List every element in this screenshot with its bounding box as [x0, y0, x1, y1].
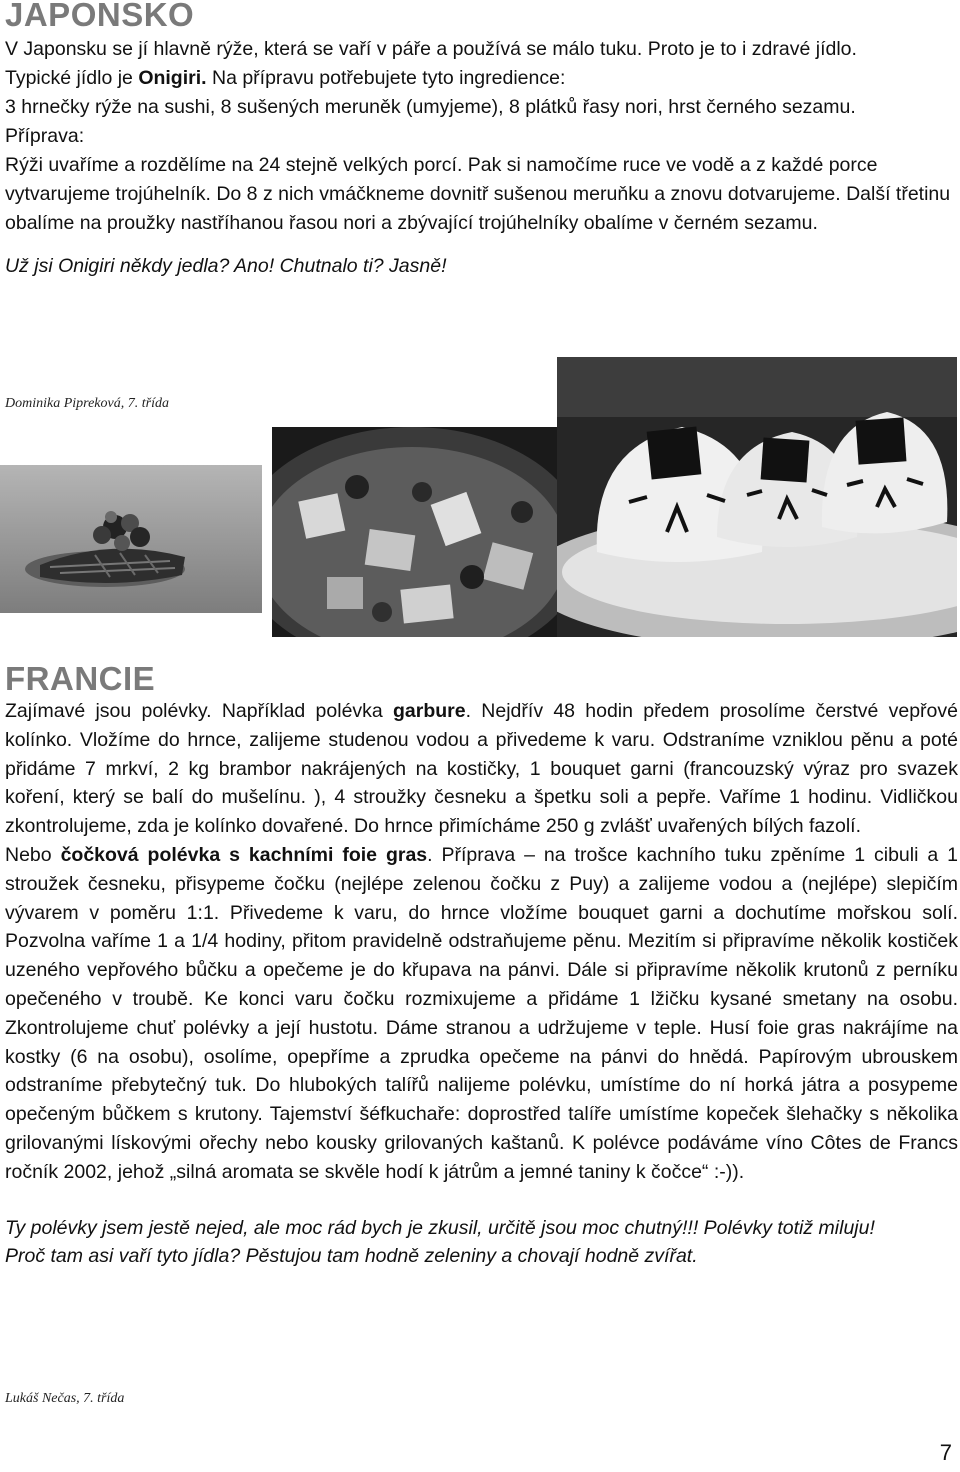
paragraph-ingredients: 3 hrnečky rýže na sushi, 8 sušených meruněk (umyjeme), 8 plátků řasy nori, hrst černého sezamu.	[5, 96, 856, 118]
text-span: . Příprava – na trošce kachního tuku zpěníme 1 cibuli a 1 stroužek česneku, přisypeme čočku (nejlépe zelenou čočku z Puy) a zalijeme vodou a (nejlépe) slepičím vývarem v poměru 1:1. Přivedeme k varu, do hrnce vložíme bouquet garni a dochutíme mořskou solí. Pozvolna vaříme 1 a 1/4 hodiny, přitom pravidelně odstraňujeme pěnu. Mezitím si připravíme několik kostiček uzeného vepřového bůčku a opečeme je do křupava na pánvi. Dále si připravíme několik krutonů z perníku opečeného v troubě. Ke konci varu čočku rozmixujeme a přidáme 1 lžičku kysané smetany na osobu. Zkontrolujeme chuť polévky a její hustotu. Dáme stranou a udržujeme v teple. Husí foie gras nakrájíme na kostky (6 na osobu), osolíme, opepříme a zprudka opečeme na pánvi do hnědá. Papírovým ubrouskem odstraníme přebytečný tuk. Do hlubokých talířů nalijeme polévku, umístíme do ní horká játra a posypeme opečeným bůčkem s krutony. Tajemství šéfkuchaře: doprostřed talíře umístíme kopeček šlehačky s několika grilovanými lískovými ořechy nebo kousky grilovaných kaštanů. K polévce podáváme víno Côtes de Francs ročník 2002, jehož „silná aromata se skvěle hodí k játrům a jemné taniny k čočce“ :-)).	[5, 843, 958, 1183]
paragraph-lentil-soup	[5, 841, 958, 1187]
paragraph-typical	[5, 64, 955, 93]
section-heading-francie: FRANCIE	[5, 660, 156, 697]
photo-onigiri	[557, 357, 957, 637]
section-heading-japonsko: JAPONSKO	[5, 0, 195, 33]
text-span: . Nejdřív 48 hodin předem prosolíme čerstvé vepřové kolínko. Vložíme do hrnce, zalijeme studenou vodou a přivedeme k varu. Odstraníme vzniklou pěnu a poté přidáme 7 mrkví, 2 kg brambor nakrájených na kostičky, 1 bouquet garni (francouzský výraz pro svazek koření, který se balí do mušelínu. ), 4 stroužky česneku a špetku soli a pepře. Vaříme 1 hodinu. Vidličkou zkontrolujeme, zda je kolínko dovařené. Do hrnce přimícháme 250 g zvlášť uvařených bílých fazolí.	[5, 700, 958, 838]
bold-dish-name: garbure	[393, 700, 466, 722]
question-line: Už jsi Onigiri někdy jedla? Ano! Chutnalo ti? Jasně!	[5, 255, 447, 277]
comment-line-2: Proč tam asi vaří tyto jídla? Pěstujou tam hodně zeleniny a chovají hodně zvířat.	[5, 1245, 698, 1268]
text-span: Nebo	[5, 843, 61, 866]
photo-fish-dish	[0, 465, 262, 613]
author-signature: Lukáš Nečas, 7. třída	[5, 1391, 125, 1406]
bold-dish-name: čočková polévka s kachními foie gras	[60, 843, 428, 866]
prep-label: Příprava:	[5, 125, 85, 147]
page-number: 7	[939, 1440, 952, 1465]
comment-line-1: Ty polévky jsem jestě nejed, ale moc rád bych je zkusil, určitě jsou moc chutný!!! Polévky totiž miluju!	[5, 1216, 875, 1239]
paragraph-prep: Rýži uvaříme a rozdělíme na 24 stejně velkých porcí. Pak si namočíme ruce ve vodě a z každé porce vytvarujeme trojúhelník. Do 8 z nich vmáčkneme dovnitř sušenou meruňku a znovu dotvarujeme. Další třetinu obalíme na proužky nastříhanou řasou nori a zbývající trojúhelníky obalíme v černém sezamu.	[5, 154, 951, 234]
francie-body	[5, 697, 958, 1271]
text-span: Typické jídlo je	[5, 67, 139, 89]
bold-dish-name: Onigiri.	[138, 67, 207, 89]
text-span: Zajímavé jsou polévky. Například polévka	[5, 700, 394, 722]
japonsko-body	[5, 35, 955, 281]
paragraph-intro: V Japonsku se jí hlavně rýže, která se vaří v páře a používá se málo tuku. Proto je to i zdravé jídlo.	[5, 38, 857, 60]
photo-soup	[272, 427, 557, 637]
author-signature: Dominika Pipreková, 7. třída	[5, 396, 169, 411]
paragraph-garbure	[5, 697, 958, 841]
text-span: Na přípravu potřebujete tyto ingredience:	[206, 67, 566, 89]
